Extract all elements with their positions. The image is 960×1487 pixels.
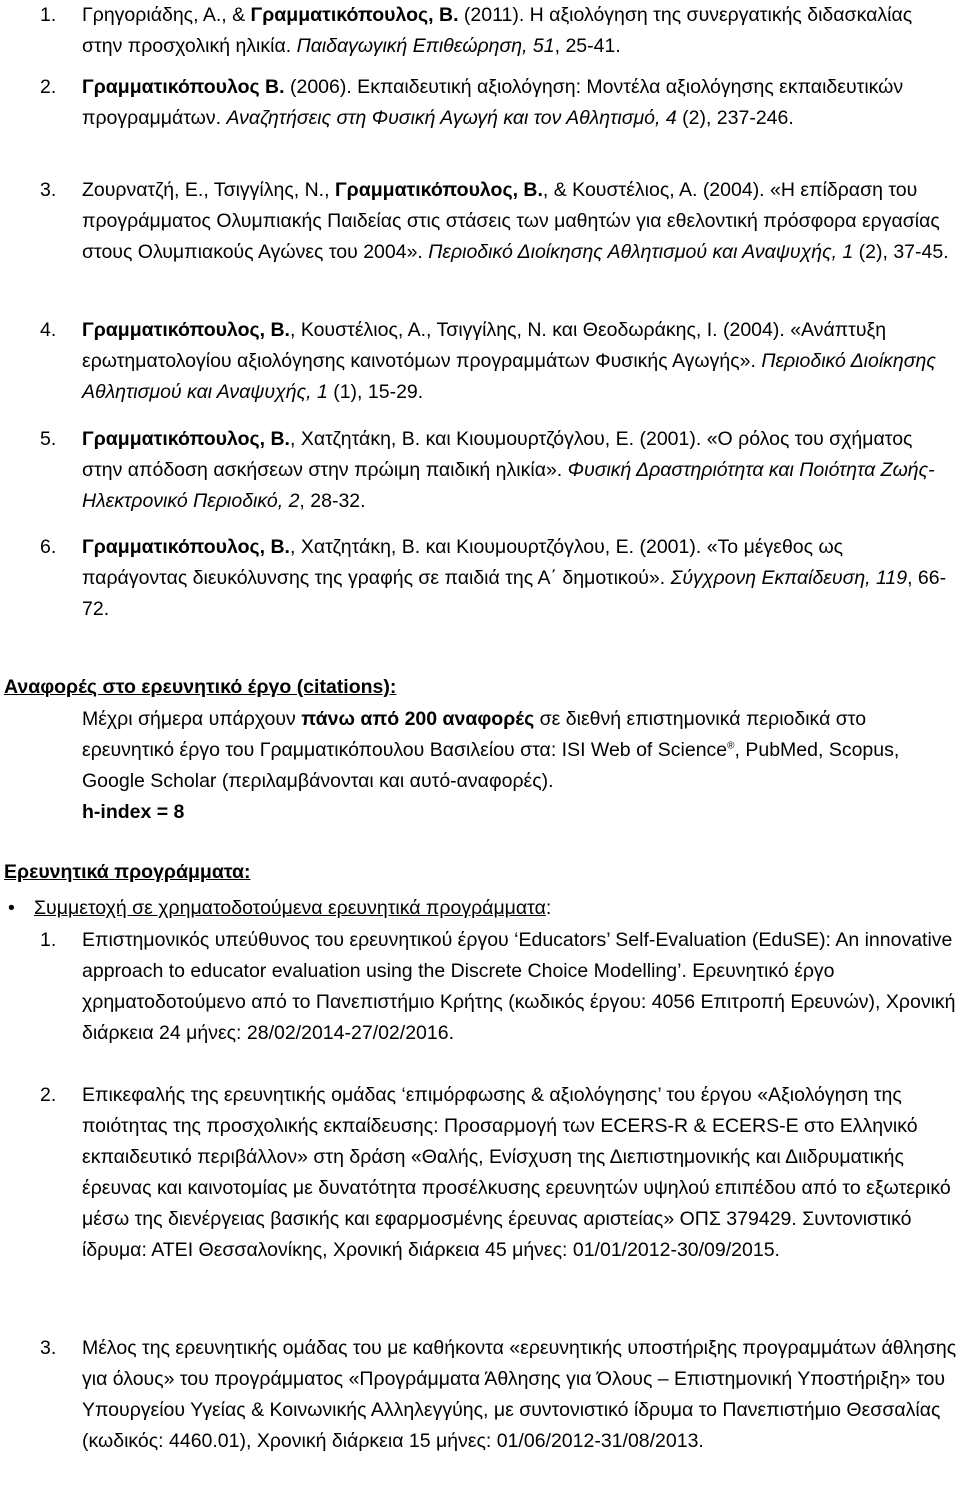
projects-heading: Ερευνητικά προγράμματα:	[4, 861, 251, 883]
project-text: Μέλος της ερευνητικής ομάδας του με καθήκοντα «ερευνητικής υποστήριξης προγραμμάτων άθλησης για όλους» του προγράμματος «Προγράμματα Άθλησης για Όλους – Επιστημονική Υποστήριξη» του Υπουργείου Υγείας & Κοινωνικής Αλληλεγγύης, με συντονιστικό ίδρυμα το Πανεπιστήμιο Θεσσαλίας (κωδικός: 4460.01), Χρονική διάρκεια 15 μήνες: 01/06/2012-31/08/2013.	[82, 1337, 957, 1452]
citations-text-middle: σε διεθνή επιστημονικά περιοδικά στο ερευνητικό έργο του Γραμματικόπουλου Βασιλείου στα: ISI Web of Science	[82, 708, 867, 761]
projects-bullet-colon: :	[545, 897, 552, 919]
project-item	[40, 1333, 958, 1457]
reference-pages: , 28-32.	[299, 490, 366, 512]
reference-title: , & Κουστέλιος, Α. (2004). «Η επίδραση του προγράμματος Ολυμπιακής Παιδείας στις στάσεις των μαθητών για εθελοντική πρόσφορα εργασίας στους Ολυμπιακούς Αγώνες του 2004».	[82, 179, 940, 263]
reference-journal: Αναζητήσεις στη Φυσική Αγωγή και τον Αθλητισμό, 4	[226, 107, 677, 129]
reference-journal: Περιοδικό Διοίκησης Αθλητισμού και Αναψυχής, 1	[82, 350, 936, 403]
reference-number: 2.	[40, 76, 57, 98]
project-number: 3.	[40, 1337, 57, 1359]
reference-journal: Φυσική Δραστηριότητα και Ποιότητα Ζωής-Ηλεκτρονικό Περιοδικό, 2	[82, 459, 935, 512]
project-text: Επικεφαλής της ερευνητικής ομάδας ‘επιμόρφωσης & αξιολόγησης’ του έργου «Αξιολόγηση της ποιότητας της προσχολικής εκπαίδευσης: Προσαρμογή των ECERS-R & ECERS-E στο Ελληνικό εκπαιδευτικό περιβάλλον» στη δράση «Θαλής, Ενίσχυση της Διεπιστημονικής και Διιδρυματικής έρευνας και καινοτομίας με δυνατότητα προσέλκυσης ερευνητών υψηλού επιπέδου από το εξωτερικό μέσω της διενέργειας βασικής και εφαρμοσμένης έρευνας αριστείας» ΟΠΣ 379429. Συντονιστικό ίδρυμα: ΑΤΕΙ Θεσσαλονίκης, Χρονική διάρκεια 45 μήνες: 01/01/2012-30/09/2015.	[82, 1084, 951, 1261]
reference-journal: Περιοδικό Διοίκησης Αθλητισμού και Αναψυχής, 1	[428, 241, 854, 263]
citations-paragraph	[82, 704, 952, 797]
project-number: 2.	[40, 1084, 57, 1106]
projects-bullet	[4, 893, 954, 924]
project-item	[40, 1080, 958, 1266]
reference-author-highlight: Γραμματικόπουλος, Β.	[82, 319, 290, 341]
project-text: Επιστημονικός υπεύθυνος του ερευνητικού έργου ‘Educators’ Self-Evaluation (EduSE): An innovative approach to educator evaluation using the Discrete Choice Modelling’. Ερευνητικό έργο χρηματοδοτούμενο από το Πανεπιστήμιο Κρήτης (κωδικός έργου: 4056 Επιτροπή Ερευνών), Χρονική διάρκεια 24 μήνες: 28/02/2014-27/02/2016.	[82, 929, 956, 1044]
reference-author-highlight: Γραμματικόπουλος, Β.	[250, 4, 459, 26]
reference-pages: (1), 15-29.	[327, 381, 424, 403]
reference-text	[82, 175, 952, 268]
reference-author-highlight: Γραμματικόπουλος, Β.	[82, 536, 290, 558]
reference-number: 3.	[40, 179, 57, 201]
reference-item	[40, 532, 952, 625]
reference-author-highlight: Γραμματικόπουλος Β.	[82, 76, 285, 98]
reference-number: 5.	[40, 428, 57, 450]
reference-journal: Σύγχρονη Εκπαίδευση, 119	[670, 567, 908, 589]
project-item	[40, 925, 958, 1049]
reference-title: , Χατζητάκη, Β. και Κιουμουρτζόγλου, Ε. (2001). «Το μέγεθος ως παράγοντας διευκόλυνσης της γραφής σε παιδιά της Α΄ δημοτικού».	[82, 536, 844, 589]
citations-heading: Αναφορές στο ερευνητικό έργο (citations):	[4, 676, 397, 698]
reference-number: 1.	[40, 4, 57, 26]
projects-bullet-label: Συμμετοχή σε χρηματοδοτούμενα ερευνητικά προγράμματα	[34, 897, 546, 919]
reference-item	[40, 315, 952, 408]
reference-authors: Γρηγοριάδης, Α., &	[82, 4, 251, 26]
reference-text	[82, 424, 952, 517]
reference-pages: , 66-72.	[82, 567, 947, 620]
reference-text	[82, 532, 952, 625]
citations-text-start: Μέχρι σήμερα υπάρχουν	[82, 708, 302, 730]
bullet-icon: •	[8, 897, 15, 919]
reference-number: 6.	[40, 536, 57, 558]
reference-number: 4.	[40, 319, 57, 341]
reference-item	[40, 0, 952, 62]
reference-text	[82, 315, 952, 408]
reference-pages: (2), 37-45.	[853, 241, 949, 263]
registered-mark: ®	[727, 740, 735, 752]
reference-item	[40, 424, 952, 517]
reference-author-highlight: Γραμματικόπουλος, Β.	[82, 428, 290, 450]
reference-text	[82, 0, 952, 62]
citations-text-end: , PubMed, Scopus, Google Scholar (περιλαμβάνονται και αυτό-αναφορές).	[82, 739, 900, 792]
reference-item	[40, 72, 952, 134]
reference-pages: , 25-41.	[554, 35, 621, 57]
reference-authors: Ζουρνατζή, Ε., Τσιγγίλης, Ν.,	[82, 179, 335, 201]
reference-item	[40, 175, 952, 268]
reference-author-highlight: Γραμματικόπουλος, Β.	[334, 179, 543, 201]
reference-title: , Χατζητάκη, Β. και Κιουμουρτζόγλου, Ε. (2001). «Ο ρόλος του σχήματος στην απόδοση ασκήσεων στην πρώιμη παιδική ηλικία».	[82, 428, 913, 481]
reference-title: (2011). Η αξιολόγηση της συνεργατικής διδασκαλίας στην προσχολική ηλικία.	[82, 4, 913, 57]
project-number: 1.	[40, 929, 57, 951]
reference-text	[82, 72, 952, 134]
reference-title: (2006). Εκπαιδευτική αξιολόγηση: Μοντέλα αξιολόγησης εκπαιδευτικών προγραμμάτων.	[82, 76, 904, 129]
reference-title: , Κουστέλιος, Α., Τσιγγίλης, Ν. και Θεοδωράκης, Ι. (2004). «Ανάπτυξη ερωτηματολογίου αξιολόγησης καινοτόμων προγραμμάτων Φυσικής Αγωγής».	[82, 319, 887, 372]
reference-pages: (2), 237-246.	[676, 107, 794, 129]
h-index: h-index = 8	[82, 801, 185, 823]
reference-journal: Παιδαγωγική Επιθεώρηση, 51	[296, 35, 555, 57]
citations-count: πάνω από 200 αναφορές	[301, 708, 535, 730]
